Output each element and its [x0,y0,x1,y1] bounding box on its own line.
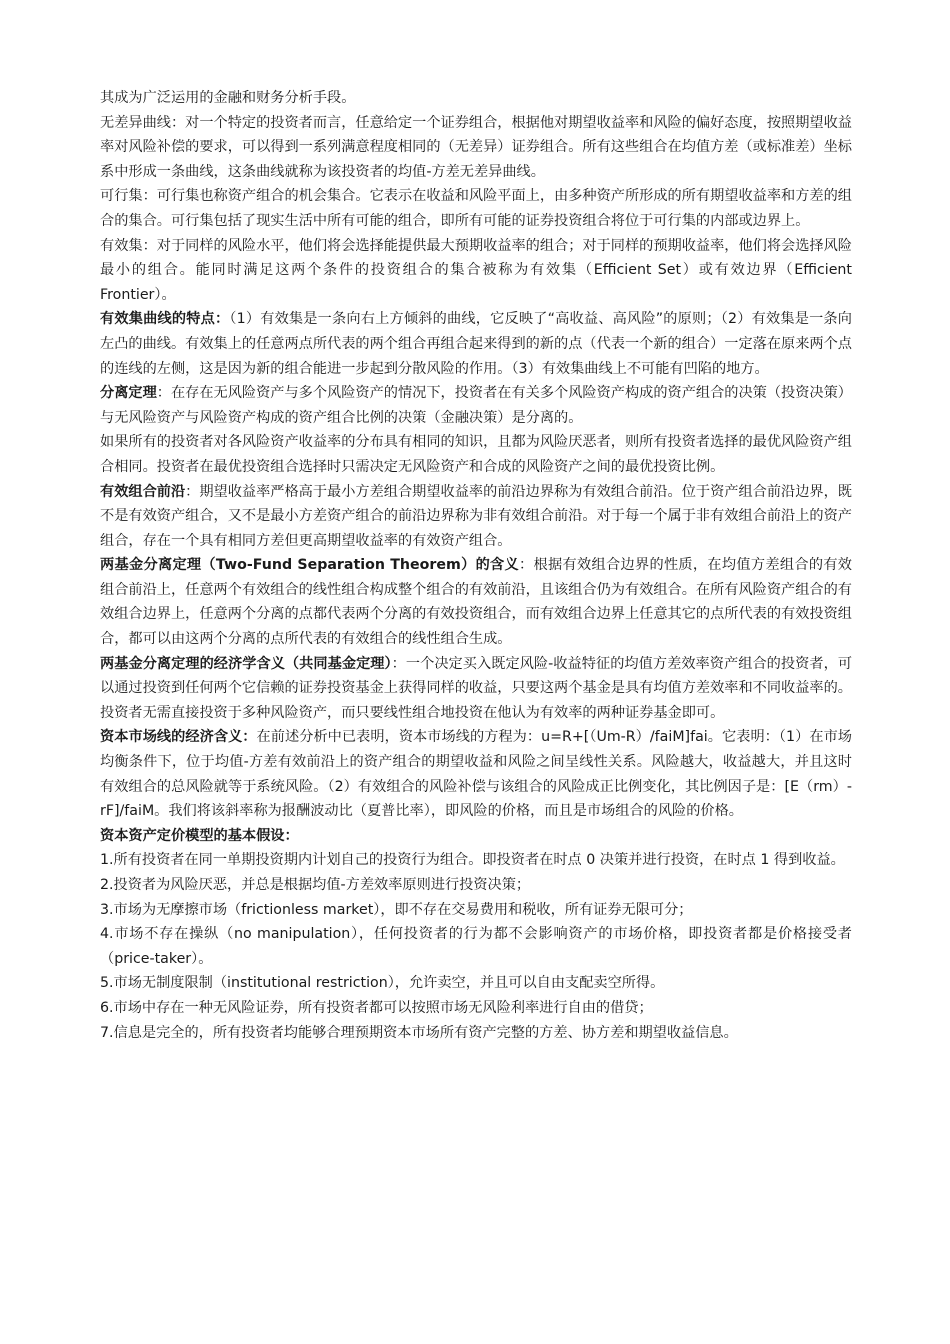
assumption-item: 1.所有投资者在同一单期投资期内计划自己的投资行为组合。即投资者在时点 0 决策并进行投资，在时点 1 得到收益。 [100,852,845,869]
paragraph-heading: 两基金分离定理（Two-Fund Separation Theorem）的含义 [100,557,520,574]
assumption-item: 4.市场不存在操纵（no manipulation），任何投资者的行为都不会影响资产的市场价格，即投资者都是价格接受者（price-taker）。 [100,926,852,967]
paragraph-mutual-fund-theorem: 两基金分离定理的经济学含义（共同基金定理）：一个决定买入既定风险-收益特征的均值方差效率资产组合的投资者，可以通过投资到任何两个它信赖的证券投资基金上获得同样的收益，只要这两个基金是具有均值方差效率和不同收益率的。投资者无需直接投资于多种风险资产，而只要线性组合地投资在他认为有效率的两种证券基金即可。 [100,655,853,721]
assumption-item: 5.市场无制度限制（institutional restriction），允许卖空，并且可以自由支配卖空所得。 [100,975,665,992]
assumption-item: 3.市场为无摩擦市场（frictionless market），即不存在交易费用和税收，所有证券无限可分； [100,901,693,918]
document-body [100,86,852,1045]
paragraph-capital-market-line: 资本市场线的经济含义：在前述分析中已表明，资本市场线的方程为：u=R+[（Um-R）/faiM]fai。它表明：（1）在市场均衡条件下，位于均值-方差有效前沿上的资产组合的期望收益和风险之间呈线性关系。风险越大，收益越大，并且这时有效组合的总风险就等于系统风险。（2）有效组合的风险补偿与该组合的风险成正比例变化，其比例因子是：[E（rm）-rF]/faiM。我们将该斜率称为报酬波动比（夏普比率），即风险的价格，而且是市场组合的风险的价格。 [100,729,852,820]
paragraph-heading: 分离定理 [100,385,157,402]
paragraph-intro-tail: 其成为广泛运用的金融和财务分析手段。 [100,90,356,106]
assumption-item: 7.信息是完全的，所有投资者均能够合理预期资本市场所有资产完整的方差、协方差和期望收益信息。 [100,1024,738,1041]
paragraph-efficient-frontier: 有效组合前沿：期望收益率严格高于最小方差组合期望收益率的前沿边界称为有效组合前沿。位于资产组合前沿边界，既不是有效资产组合，又不是最小方差资产组合的前沿边界称为非有效组合前沿。对于每一个属于非有效组合前沿上的资产组合，存在一个具有相同方差但更高期望收益率的有效资产组合。 [100,483,852,549]
paragraph-separation-theorem: 分离定理：在存在无风险资产与多个风险资产的情况下，投资者在有关多个风险资产构成的资产组合的决策（投资决策）与无风险资产与风险资产构成的资产组合比例的决策（金融决策）是分离的。 [100,385,852,426]
paragraph-capm-assumptions-heading [100,824,852,849]
paragraph-heading: 有效集曲线的特点： [100,311,230,328]
paragraph-feasible-set: 可行集：可行集也称资产组合的机会集合。它表示在收益和风险平面上，由多种资产所形成的所有期望收益率和方差的组合的集合。可行集包括了现实生活中所有可能的组合，即所有可能的证券投资组合将位于可行集的内部或边界上。 [100,188,852,229]
paragraph-efficient-set-features: 有效集曲线的特点：（1）有效集是一条向右上方倾斜的曲线，它反映了“高收益、高风险”的原则；（2）有效集是一条向左凸的曲线。有效集上的任意两点所代表的两个组合再组合起来得到的新的点（代表一个新的组合）一定落在原来两个点的连线的左侧，这是因为新的组合能进一步起到分散风险的作用。（3）有效集曲线上不可能有凹陷的地方。 [100,311,852,377]
paragraph-efficient-set: 有效集：对于同样的风险水平，他们将会选择能提供最大预期收益率的组合；对于同样的预期收益率，他们将会选择风险最小的组合。能同时满足这两个条件的投资组合的集合被称为有效集（Efficient Set）或有效边界（Efficient Frontier）。 [100,237,852,303]
assumption-item: 6.市场中存在一种无风险证券，所有投资者都可以按照市场无风险利率进行自由的借贷； [100,999,653,1016]
assumption-item: 2.投资者为风险厌恶，并总是根据均值-方差效率原则进行投资决策； [100,877,531,893]
paragraph-two-fund-theorem: 两基金分离定理（Two-Fund Separation Theorem）的含义：根据有效组合边界的性质，在均值方差组合的有效组合前沿上，任意两个有效组合的线性组合构成整个组合的有效前沿，且该组合仍为有效组合。在所有风险资产组合的有效组合边界上，任意两个分离的点都代表两个分离的有效投资组合，而有效组合边界上任意其它的点所代表的有效投资组合，都可以由这两个分离的点所代表的有效组合的线性组合生成。 [100,557,852,648]
paragraph-optimal-portfolio: 如果所有的投资者对各风险资产收益率的分布具有相同的知识，且都为风险厌恶者，则所有投资者选择的最优风险资产组合相同。投资者在最优投资组合选择时只需决定无风险资产和合成的风险资产之间的最优投资比例。 [100,434,852,475]
paragraph-heading: 资本资产定价模型的基本假设： [100,827,299,844]
paragraph-indifference-curve: 无差异曲线：对一个特定的投资者而言，任意给定一个证券组合，根据他对期望收益率和风险的偏好态度，按照期望收益率对风险补偿的要求，可以得到一系列满意程度相同的（无差异）证券组合。所有这些组合在均值方差（或标准差）坐标系中形成一条曲线，这条曲线就称为该投资者的均值-方差无差异曲线。 [100,114,852,180]
paragraph-heading: 两基金分离定理的经济学含义（共同基金定理） [100,655,392,672]
paragraph-heading: 资本市场线的经济含义： [100,729,257,746]
paragraph-heading: 有效组合前沿 [100,483,186,500]
